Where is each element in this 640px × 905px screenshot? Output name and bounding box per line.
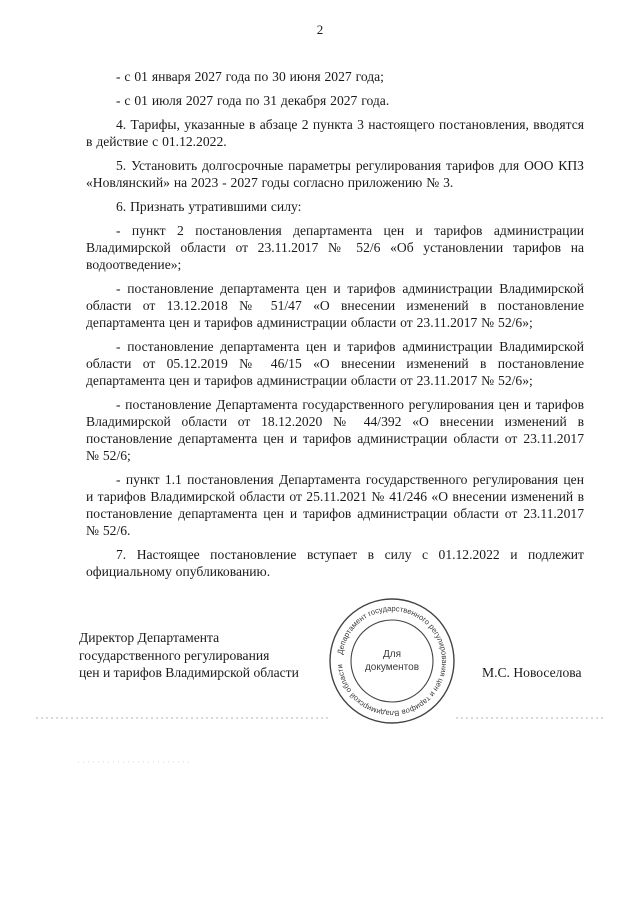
paragraph-7: - постановление департамента цен и тарифов администрации Владимирской области от 13.12.2018 № 51/47 «О внесении изменений в постановление департамента цен и тарифов администрации области от 23.11.2017 № 52/6»; (86, 281, 584, 330)
paragraph-1: - с 01 января 2027 года по 30 июня 2027 года; (116, 69, 384, 84)
paragraph-11: 7. Настоящее постановление вступает в силу с 01.12.2022 и подлежит официальному опубликованию. (86, 547, 584, 579)
document-body (86, 68, 584, 587)
page-number: 2 (316, 22, 324, 37)
paragraph-6: - пункт 2 постановления департамента цен и тарифов администрации Владимирской области от 23.11.2017 № 52/6 «Об установлении тарифов на водоотведение»; (86, 223, 584, 272)
paragraph-5: 6. Признать утратившими силу: (116, 199, 302, 214)
paragraph-9: - постановление Департамента государственного регулирования цен и тарифов Владимирской области от 18.12.2020 № 44/392 «О внесении изменений в постановление департамента цен и тарифов администрации области от 23.11.2017 № 52/6; (86, 397, 584, 463)
paragraph-2: - с 01 июля 2027 года по 31 декабря 2027 года. (116, 93, 390, 108)
official-stamp (327, 596, 457, 726)
stamp-center-line-1: Для (382, 649, 402, 660)
stamp-inner-ring (351, 620, 433, 702)
signature-block (79, 629, 329, 682)
paragraph-4: 5. Установить долгосрочные параметры регулирования тарифов для ООО КПЗ «Новлянский» на 2023 - 2027 годы согласно приложению № 3. (86, 158, 584, 190)
paragraph-10: - пункт 1.1 постановления Департамента государственного регулирования цен и тарифов Владимирской области от 25.11.2021 № 41/246 «О внесении изменений в постановление департамента цен и тарифов администрации области от 23.11.2017 № 52/6. (86, 472, 584, 538)
stamp-outer-ring (330, 599, 454, 723)
signer-title-line-3: цен и тарифов Владимирской области (79, 665, 299, 680)
stamp-ring-text (335, 604, 449, 718)
signer-title-line-2: государственного регулирования (79, 647, 270, 663)
stamp-ring-textpath: Департамент государственного регулирования цен и тарифов Владимирской области (335, 603, 450, 719)
paragraph-3: 4. Тарифы, указанные в абзаце 2 пункта 3 настоящего постановления, вводятся в действие с 01.12.2022. (86, 117, 584, 149)
signer-title-line-1: Директор Департамента (79, 630, 220, 645)
paragraph-8: - постановление департамента цен и тарифов администрации Владимирской области от 05.12.2019 № 46/15 «О внесении изменений в постановление департамента цен и тарифов администрации области от 23.11.2017 № 52/6»; (86, 339, 584, 388)
signer-name: М.С. Новоселова (482, 665, 582, 680)
stamp-center-line-2: документов (364, 662, 420, 673)
